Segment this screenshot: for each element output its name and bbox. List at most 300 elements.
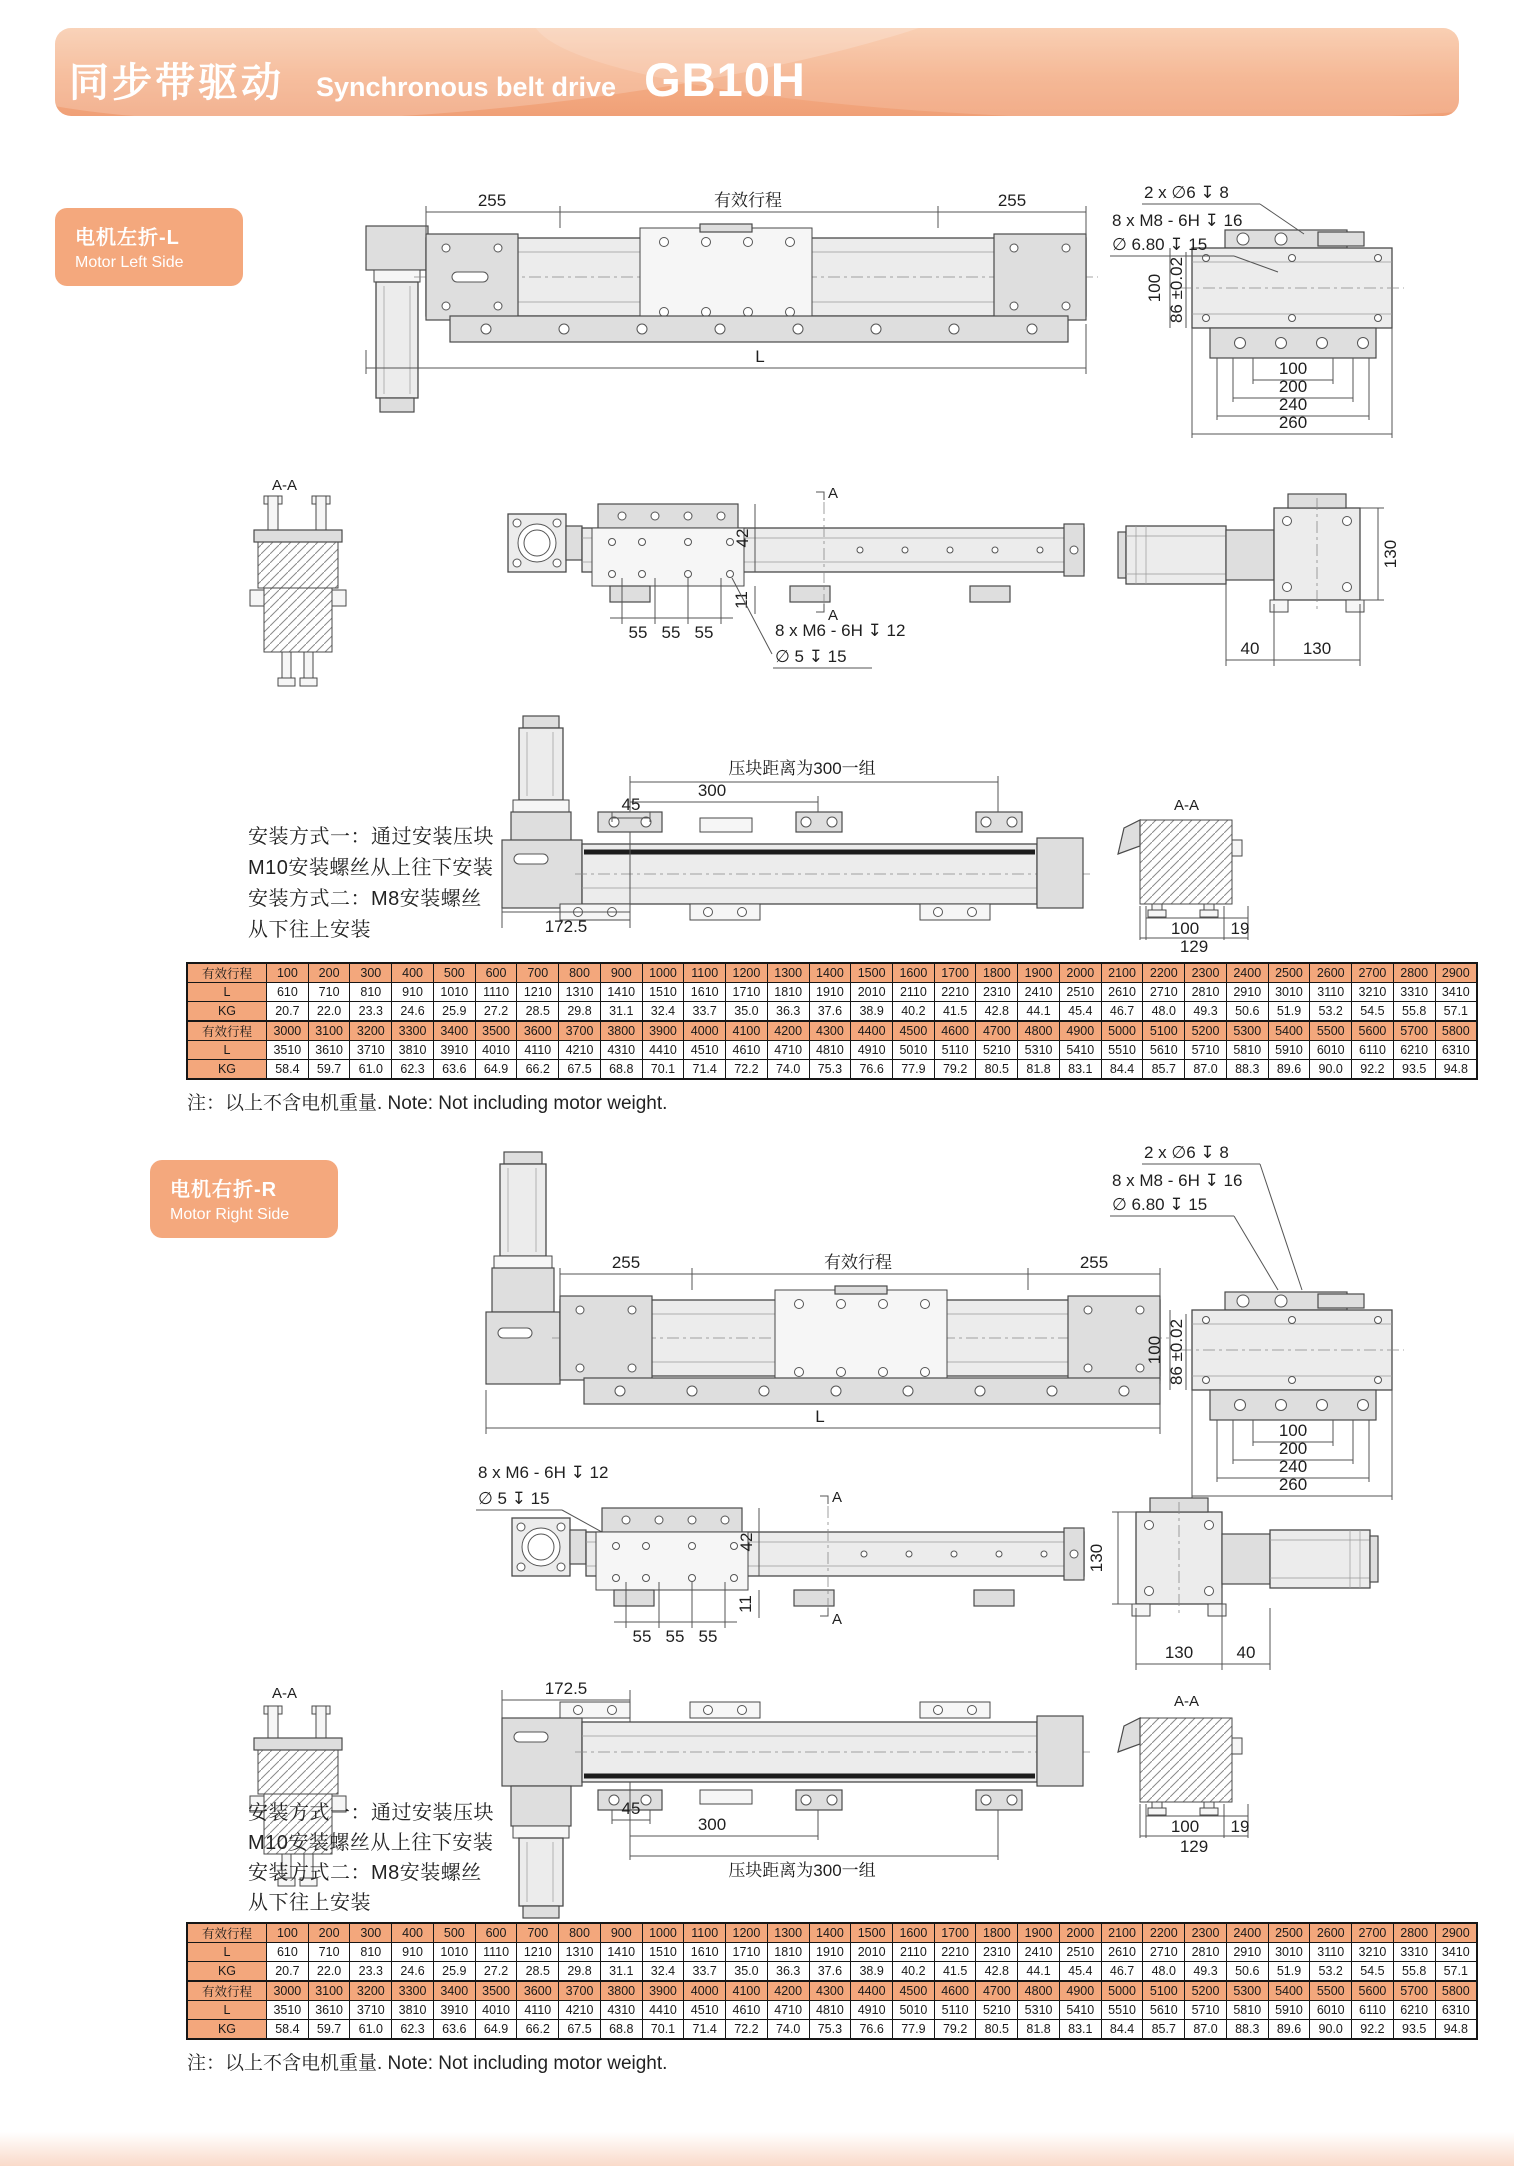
value-cell: 1810 — [767, 1943, 809, 1962]
callout-8x-m6: 8 x M6 - 6H ↧ 12 — [478, 1463, 609, 1482]
spec-table-row — [187, 1981, 1477, 2001]
value-cell: 31.1 — [600, 1962, 642, 1982]
value-cell: 4410 — [642, 2001, 684, 2020]
value-cell: 610 — [267, 983, 309, 1002]
value-cell: 5110 — [934, 1041, 976, 1060]
page-banner — [55, 28, 1459, 116]
value-cell: 2200 — [1143, 1923, 1185, 1943]
value-cell: 81.8 — [1018, 1060, 1060, 1080]
value-cell: 1010 — [433, 1943, 475, 1962]
value-cell: 710 — [308, 983, 350, 1002]
value-cell: 51.9 — [1268, 1002, 1310, 1022]
technical-drawing-motor-left — [0, 140, 1514, 970]
value-cell: 2300 — [1185, 963, 1227, 983]
value-cell: 1710 — [726, 983, 768, 1002]
value-cell: 40.2 — [893, 1962, 935, 1982]
value-cell: 5300 — [1226, 1981, 1268, 2001]
value-cell: 5710 — [1185, 2001, 1227, 2020]
mount-view-left — [502, 716, 1249, 956]
top-view-left — [366, 191, 1098, 412]
value-cell: 5400 — [1268, 1021, 1310, 1041]
spec-table-motor-left — [186, 962, 1478, 1080]
value-cell: 1000 — [642, 963, 684, 983]
value-cell: 42.8 — [976, 1962, 1018, 1982]
row-label-cell: L — [187, 1943, 267, 1962]
value-cell: 67.5 — [559, 1060, 601, 1080]
value-cell: 2710 — [1143, 983, 1185, 1002]
value-cell: 3710 — [350, 1041, 392, 1060]
value-cell: 42.8 — [976, 1002, 1018, 1022]
value-cell: 1900 — [1018, 963, 1060, 983]
value-cell: 49.3 — [1185, 1002, 1227, 1022]
value-cell: 2410 — [1018, 1943, 1060, 1962]
value-cell: 59.7 — [308, 2020, 350, 2040]
value-cell: 53.2 — [1310, 1002, 1352, 1022]
value-cell: 1200 — [726, 1923, 768, 1943]
value-cell: 27.2 — [475, 1962, 517, 1982]
dim-255-left: 255 — [477, 191, 507, 210]
technical-drawing-motor-right — [0, 1140, 1514, 1930]
top-view-right — [486, 1152, 1172, 1434]
callout-dia5: ∅ 5 ↧ 15 — [478, 1489, 550, 1508]
value-cell: 58.4 — [267, 1060, 309, 1080]
section-marker-a-top: A — [832, 1489, 843, 1506]
value-cell: 87.0 — [1185, 2020, 1227, 2040]
value-cell: 6110 — [1352, 1041, 1394, 1060]
value-cell: 3300 — [392, 1981, 434, 2001]
value-cell: 40.2 — [893, 1002, 935, 1022]
value-cell: 85.7 — [1143, 1060, 1185, 1080]
value-cell: 2000 — [1059, 1923, 1101, 1943]
value-cell: 64.9 — [475, 2020, 517, 2040]
dim-260: 260 — [1278, 413, 1308, 432]
value-cell: 37.6 — [809, 1002, 851, 1022]
value-cell: 66.2 — [517, 2020, 559, 2040]
value-cell: 5700 — [1393, 1021, 1435, 1041]
dim-11: 11 — [736, 1595, 755, 1613]
value-cell: 2500 — [1268, 1923, 1310, 1943]
dim-129: 129 — [1179, 937, 1209, 956]
side-view-left — [508, 485, 1400, 668]
value-cell: 83.1 — [1059, 2020, 1101, 2040]
value-cell: 80.5 — [976, 2020, 1018, 2040]
value-cell: 800 — [559, 963, 601, 983]
dim-100-vertical: 100 — [1145, 1335, 1164, 1365]
value-cell: 5300 — [1226, 1021, 1268, 1041]
value-cell: 28.5 — [517, 1962, 559, 1982]
row-label-cell: KG — [187, 1962, 267, 1982]
value-cell: 4410 — [642, 1041, 684, 1060]
value-cell: 300 — [350, 1923, 392, 1943]
value-cell: 1710 — [726, 1943, 768, 1962]
badge-label-en: Motor Left Side — [75, 254, 184, 271]
value-cell: 6010 — [1310, 1041, 1352, 1060]
value-cell: 72.2 — [726, 1060, 768, 1080]
spec-table-row — [187, 1060, 1477, 1080]
row-label-cell: KG — [187, 1002, 267, 1022]
value-cell: 4510 — [684, 2001, 726, 2020]
callout-8x-m8: 8 x M8 - 6H ↧ 16 — [1112, 1171, 1243, 1190]
value-cell: 76.6 — [851, 1060, 893, 1080]
value-cell: 5800 — [1435, 1021, 1477, 1041]
value-cell: 36.3 — [767, 1002, 809, 1022]
value-cell: 20.7 — [267, 1962, 309, 1982]
banner-title-en: Synchronous belt drive — [316, 72, 617, 102]
value-cell: 2100 — [1101, 963, 1143, 983]
value-cell: 94.8 — [1435, 1060, 1477, 1080]
value-cell: 2010 — [851, 983, 893, 1002]
value-cell: 24.6 — [392, 1002, 434, 1022]
dim-300: 300 — [697, 781, 727, 800]
value-cell: 5410 — [1059, 2001, 1101, 2020]
value-cell: 3410 — [1435, 1943, 1477, 1962]
value-cell: 1800 — [976, 1923, 1018, 1943]
value-cell: 37.6 — [809, 1962, 851, 1982]
value-cell: 4900 — [1059, 1021, 1101, 1041]
row-label-cell: L — [187, 2001, 267, 2020]
value-cell: 4000 — [684, 1021, 726, 1041]
dim-130: 130 — [1302, 639, 1332, 658]
value-cell: 48.0 — [1143, 1002, 1185, 1022]
value-cell: 45.4 — [1059, 1002, 1101, 1022]
value-cell: 64.9 — [475, 1060, 517, 1080]
value-cell: 5100 — [1143, 1981, 1185, 2001]
value-cell: 600 — [475, 963, 517, 983]
dim-overall-length: L — [755, 347, 765, 366]
value-cell: 4400 — [851, 1981, 893, 2001]
value-cell: 3300 — [392, 1021, 434, 1041]
value-cell: 3500 — [475, 1981, 517, 2001]
value-cell: 5500 — [1310, 1021, 1352, 1041]
value-cell: 3710 — [350, 2001, 392, 2020]
install-note-line: 从下往上安装 — [248, 919, 371, 941]
value-cell: 4500 — [893, 1021, 935, 1041]
value-cell: 5010 — [893, 1041, 935, 1060]
value-cell: 22.0 — [308, 1002, 350, 1022]
value-cell: 4210 — [559, 1041, 601, 1060]
value-cell: 25.9 — [433, 1962, 475, 1982]
dim-100: 100 — [1170, 919, 1200, 938]
install-note-line: 从下往上安装 — [248, 1892, 371, 1914]
value-cell: 2000 — [1059, 963, 1101, 983]
value-cell: 38.9 — [851, 1962, 893, 1982]
install-note-line: 安装方式一：通过安装压块 — [248, 826, 494, 848]
value-cell: 77.9 — [893, 2020, 935, 2040]
value-cell: 3210 — [1352, 983, 1394, 1002]
value-cell: 3610 — [308, 1041, 350, 1060]
value-cell: 2610 — [1101, 983, 1143, 1002]
dim-255-left: 255 — [611, 1253, 641, 1272]
value-cell: 28.5 — [517, 1002, 559, 1022]
value-cell: 5810 — [1226, 1041, 1268, 1060]
value-cell: 2400 — [1226, 1923, 1268, 1943]
value-cell: 93.5 — [1393, 1060, 1435, 1080]
end-view-left — [1110, 183, 1404, 438]
value-cell: 1500 — [851, 1923, 893, 1943]
value-cell: 4810 — [809, 2001, 851, 2020]
dim-255-right: 255 — [997, 191, 1027, 210]
value-cell: 3900 — [642, 1021, 684, 1041]
value-cell: 54.5 — [1352, 1962, 1394, 1982]
install-note-line: M10安装螺丝从上往下安装 — [248, 857, 494, 879]
value-cell: 68.8 — [600, 1060, 642, 1080]
value-cell: 1410 — [600, 1943, 642, 1962]
value-cell: 2910 — [1226, 983, 1268, 1002]
value-cell: 4710 — [767, 2001, 809, 2020]
value-cell: 2610 — [1101, 1943, 1143, 1962]
value-cell: 5110 — [934, 2001, 976, 2020]
product-model: GB10H — [644, 53, 806, 106]
value-cell: 5400 — [1268, 1981, 1310, 2001]
value-cell: 2210 — [934, 983, 976, 1002]
value-cell: 46.7 — [1101, 1002, 1143, 1022]
dim-overall-length: L — [815, 1407, 825, 1426]
section-marker-a-bottom: A — [828, 607, 839, 624]
value-cell: 6310 — [1435, 2001, 1477, 2020]
value-cell: 57.1 — [1435, 1002, 1477, 1022]
value-cell: 61.0 — [350, 1060, 392, 1080]
value-cell: 4100 — [726, 1021, 768, 1041]
value-cell: 89.6 — [1268, 2020, 1310, 2040]
row-label-cell: L — [187, 1041, 267, 1060]
value-cell: 74.0 — [767, 1060, 809, 1080]
value-cell: 400 — [392, 1923, 434, 1943]
spec-table-row — [187, 1002, 1477, 1022]
value-cell: 4600 — [934, 1981, 976, 2001]
value-cell: 1600 — [893, 1923, 935, 1943]
value-cell: 2100 — [1101, 1923, 1143, 1943]
value-cell: 31.1 — [600, 1002, 642, 1022]
spec-table-row — [187, 1041, 1477, 1060]
dim-55: 55 — [632, 1627, 652, 1646]
value-cell: 6310 — [1435, 1041, 1477, 1060]
value-cell: 87.0 — [1185, 1060, 1227, 1080]
value-cell: 88.3 — [1226, 2020, 1268, 2040]
value-cell: 22.0 — [308, 1962, 350, 1982]
row-label-cell: KG — [187, 2020, 267, 2040]
value-cell: 100 — [267, 1923, 309, 1943]
value-cell: 5810 — [1226, 2001, 1268, 2020]
value-cell: 5310 — [1018, 1041, 1060, 1060]
value-cell: 2510 — [1059, 1943, 1101, 1962]
value-cell: 5510 — [1101, 1041, 1143, 1060]
section-marker-a-bottom: A — [832, 1611, 843, 1628]
callout-8x-m6: 8 x M6 - 6H ↧ 12 — [775, 621, 906, 640]
value-cell: 300 — [350, 963, 392, 983]
dim-55: 55 — [661, 623, 681, 642]
install-note-line: M10安装螺丝从上往下安装 — [248, 1832, 494, 1854]
dim-19: 19 — [1230, 1817, 1250, 1836]
value-cell: 3700 — [559, 1981, 601, 2001]
value-cell: 51.9 — [1268, 1962, 1310, 1982]
dim-172-5: 172.5 — [544, 917, 588, 936]
value-cell: 4700 — [976, 1981, 1018, 2001]
value-cell: 1100 — [684, 963, 726, 983]
value-cell: 84.4 — [1101, 1060, 1143, 1080]
value-cell: 70.1 — [642, 2020, 684, 2040]
value-cell: 75.3 — [809, 1060, 851, 1080]
value-cell: 90.0 — [1310, 1060, 1352, 1080]
value-cell: 4610 — [726, 2001, 768, 2020]
value-cell: 6210 — [1393, 1041, 1435, 1060]
value-cell: 500 — [433, 963, 475, 983]
value-cell: 1310 — [559, 983, 601, 1002]
value-cell: 5800 — [1435, 1981, 1477, 2001]
value-cell: 61.0 — [350, 2020, 392, 2040]
dim-42: 42 — [737, 1532, 756, 1552]
value-cell: 93.5 — [1393, 2020, 1435, 2040]
value-cell: 4600 — [934, 1021, 976, 1041]
value-cell: 38.9 — [851, 1002, 893, 1022]
value-cell: 23.3 — [350, 1002, 392, 1022]
value-cell: 5600 — [1352, 1021, 1394, 1041]
value-cell: 5200 — [1185, 1981, 1227, 2001]
value-cell: 1110 — [475, 1943, 517, 1962]
value-cell: 2900 — [1435, 1923, 1477, 1943]
value-cell: 3100 — [308, 1981, 350, 2001]
dim-55: 55 — [628, 623, 648, 642]
value-cell: 67.5 — [559, 2020, 601, 2040]
value-cell: 3600 — [517, 1021, 559, 1041]
value-cell: 3400 — [433, 1021, 475, 1041]
callout-8x-m8: 8 x M8 - 6H ↧ 16 — [1112, 211, 1243, 230]
value-cell: 27.2 — [475, 1002, 517, 1022]
section-label-aa: A-A — [1174, 797, 1200, 814]
dim-100: 100 — [1278, 1421, 1308, 1440]
value-cell: 3010 — [1268, 1943, 1310, 1962]
value-cell: 4510 — [684, 1041, 726, 1060]
dim-block-spacing-note: 压块距离为300一组 — [728, 759, 876, 778]
value-cell: 1500 — [851, 963, 893, 983]
value-cell: 53.2 — [1310, 1962, 1352, 1982]
install-note-left — [248, 822, 494, 946]
value-cell: 1300 — [767, 1923, 809, 1943]
dim-45: 45 — [621, 795, 641, 814]
value-cell: 54.5 — [1352, 1002, 1394, 1022]
value-cell: 1510 — [642, 983, 684, 1002]
value-cell: 4610 — [726, 1041, 768, 1060]
value-cell: 84.4 — [1101, 2020, 1143, 2040]
value-cell: 5200 — [1185, 1021, 1227, 1041]
section-marker-a-top: A — [828, 485, 839, 502]
value-cell: 77.9 — [893, 1060, 935, 1080]
value-cell: 46.7 — [1101, 1962, 1143, 1982]
value-cell: 2800 — [1393, 963, 1435, 983]
value-cell: 1000 — [642, 1923, 684, 1943]
value-cell: 1900 — [1018, 1923, 1060, 1943]
value-cell: 5610 — [1143, 2001, 1185, 2020]
value-cell: 4900 — [1059, 1981, 1101, 2001]
value-cell: 2800 — [1393, 1923, 1435, 1943]
value-cell: 3110 — [1310, 983, 1352, 1002]
value-cell: 4500 — [893, 1981, 935, 2001]
value-cell: 35.0 — [726, 1002, 768, 1022]
install-note-line: 安装方式一：通过安装压块 — [248, 1802, 494, 1824]
section-label-aa: A-A — [272, 1685, 298, 1702]
value-cell: 3510 — [267, 2001, 309, 2020]
value-cell: 3010 — [1268, 983, 1310, 1002]
value-cell: 44.1 — [1018, 1962, 1060, 1982]
value-cell: 29.8 — [559, 1962, 601, 1982]
value-cell: 20.7 — [267, 1002, 309, 1022]
value-cell: 3500 — [475, 1021, 517, 1041]
value-cell: 4800 — [1018, 1981, 1060, 2001]
dim-100: 100 — [1278, 359, 1308, 378]
value-cell: 1510 — [642, 1943, 684, 1962]
value-cell: 90.0 — [1310, 2020, 1352, 2040]
value-cell: 5510 — [1101, 2001, 1143, 2020]
section-label-aa: A-A — [1174, 1693, 1200, 1710]
dim-130-vertical: 130 — [1087, 1543, 1106, 1573]
value-cell: 57.1 — [1435, 1962, 1477, 1982]
value-cell: 1810 — [767, 983, 809, 1002]
banner-title-zh: 同步带驱动 — [69, 61, 284, 105]
weight-note: 注：以上不含电机重量. Note: Not including motor weight. — [187, 2053, 668, 2074]
value-cell: 71.4 — [684, 1060, 726, 1080]
value-cell: 6010 — [1310, 2001, 1352, 2020]
value-cell: 50.6 — [1226, 1962, 1268, 1982]
value-cell: 5010 — [893, 2001, 935, 2020]
callout-dia680: ∅ 6.80 ↧ 15 — [1112, 1195, 1208, 1214]
value-cell: 2910 — [1226, 1943, 1268, 1962]
spec-table-row — [187, 1923, 1477, 1943]
value-cell: 810 — [350, 983, 392, 1002]
dim-86-tolerance: 86 ±0.02 — [1167, 256, 1186, 324]
value-cell: 1910 — [809, 983, 851, 1002]
value-cell: 3600 — [517, 1981, 559, 2001]
value-cell: 62.3 — [392, 1060, 434, 1080]
value-cell: 800 — [559, 1923, 601, 1943]
value-cell: 500 — [433, 1923, 475, 1943]
row-label-cell: 有效行程 — [187, 1923, 267, 1943]
value-cell: 1010 — [433, 983, 475, 1002]
value-cell: 200 — [308, 1923, 350, 1943]
value-cell: 400 — [392, 963, 434, 983]
value-cell: 3810 — [392, 1041, 434, 1060]
value-cell: 63.6 — [433, 2020, 475, 2040]
badge-label-zh: 电机右折-R — [170, 1179, 278, 1201]
value-cell: 5210 — [976, 1041, 1018, 1060]
value-cell: 62.3 — [392, 2020, 434, 2040]
value-cell: 4200 — [767, 1021, 809, 1041]
value-cell: 4310 — [600, 2001, 642, 2020]
value-cell: 70.1 — [642, 1060, 684, 1080]
value-cell: 3510 — [267, 1041, 309, 1060]
spec-table-row — [187, 1962, 1477, 1982]
value-cell: 710 — [308, 1943, 350, 1962]
install-note-right — [248, 1798, 494, 1918]
value-cell: 89.6 — [1268, 1060, 1310, 1080]
value-cell: 2210 — [934, 1943, 976, 1962]
value-cell: 1610 — [684, 983, 726, 1002]
value-cell: 3700 — [559, 1021, 601, 1041]
dim-45: 45 — [621, 1799, 641, 1818]
value-cell: 80.5 — [976, 1060, 1018, 1080]
value-cell: 5000 — [1101, 1021, 1143, 1041]
value-cell: 3910 — [433, 2001, 475, 2020]
value-cell: 3800 — [600, 1981, 642, 2001]
value-cell: 4010 — [475, 1041, 517, 1060]
value-cell: 5710 — [1185, 1041, 1227, 1060]
dim-130-vertical: 130 — [1381, 539, 1400, 569]
value-cell: 1400 — [809, 1923, 851, 1943]
value-cell: 41.5 — [934, 1962, 976, 1982]
value-cell: 200 — [308, 963, 350, 983]
value-cell: 2810 — [1185, 983, 1227, 1002]
spec-table-motor-right — [186, 1922, 1478, 2040]
value-cell: 5000 — [1101, 1981, 1143, 2001]
value-cell: 32.4 — [642, 1002, 684, 1022]
